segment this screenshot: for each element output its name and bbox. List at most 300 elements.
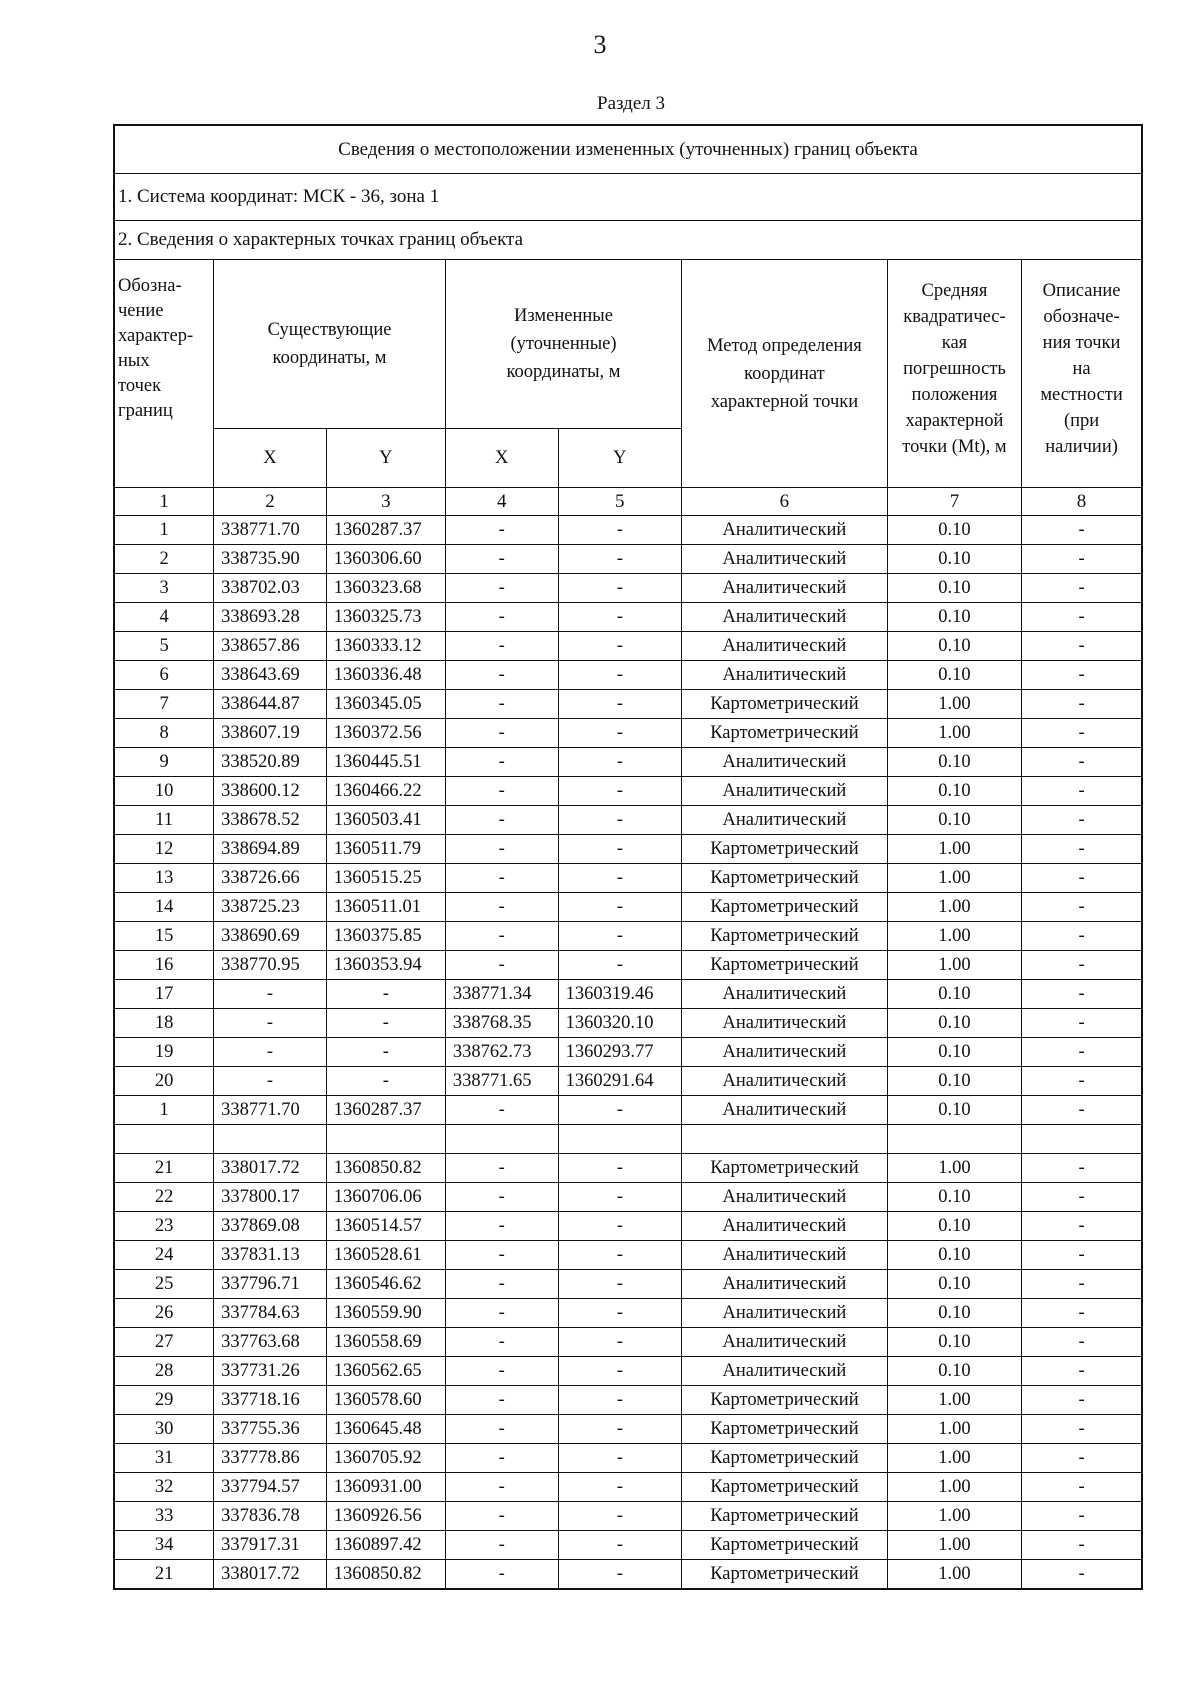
header-existing-x: X	[214, 429, 327, 488]
cell-changed-y: -	[558, 1473, 681, 1502]
cell-existing-x: 338607.19	[214, 719, 327, 748]
table-row	[114, 661, 1142, 690]
cell-description: -	[1022, 1009, 1142, 1038]
cell-method: Картометрический	[682, 1444, 888, 1473]
table-row	[114, 1531, 1142, 1560]
table-row	[114, 719, 1142, 748]
cell-changed-y: -	[558, 545, 681, 574]
table-row	[114, 980, 1142, 1009]
cell-point-id: 30	[114, 1415, 214, 1444]
cell-existing-y: 1360372.56	[326, 719, 445, 748]
header-existing-coords: Существующие координаты, м	[214, 260, 446, 429]
cell-rms-error: 1.00	[887, 1154, 1021, 1183]
cell-description: -	[1022, 1154, 1142, 1183]
cell-existing-x: 338725.23	[214, 893, 327, 922]
table-row	[114, 1212, 1142, 1241]
cell-method: Картометрический	[682, 951, 888, 980]
cell-point-id: 13	[114, 864, 214, 893]
cell-changed-y: -	[558, 1212, 681, 1241]
cell-description: -	[1022, 1502, 1142, 1531]
column-number: 1	[114, 488, 214, 516]
cell-rms-error: 0.10	[887, 980, 1021, 1009]
cell-rms-error: 0.10	[887, 1009, 1021, 1038]
cell-point-id	[114, 1125, 214, 1154]
cell-method: Аналитический	[682, 1299, 888, 1328]
cell-description: -	[1022, 690, 1142, 719]
table-row	[114, 574, 1142, 603]
table-row	[114, 1502, 1142, 1531]
table-row	[114, 516, 1142, 545]
boundary-points-table	[113, 124, 1143, 1590]
cell-changed-y: -	[558, 835, 681, 864]
cell-point-id: 31	[114, 1444, 214, 1473]
cell-existing-x: 337784.63	[214, 1299, 327, 1328]
cell-existing-y: 1360325.73	[326, 603, 445, 632]
column-number: 3	[326, 488, 445, 516]
table-row	[114, 1067, 1142, 1096]
cell-existing-y: 1360503.41	[326, 806, 445, 835]
cell-changed-x: -	[445, 835, 558, 864]
column-number: 4	[445, 488, 558, 516]
table-row	[114, 1038, 1142, 1067]
cell-method: Картометрический	[682, 1531, 888, 1560]
table-row	[114, 1444, 1142, 1473]
cell-changed-y: -	[558, 516, 681, 545]
cell-existing-x: 337778.86	[214, 1444, 327, 1473]
cell-changed-x: -	[445, 1386, 558, 1415]
cell-method: Картометрический	[682, 1154, 888, 1183]
cell-point-id: 11	[114, 806, 214, 835]
table-row	[114, 1096, 1142, 1125]
table-row	[114, 748, 1142, 777]
cell-changed-y: -	[558, 893, 681, 922]
cell-method: Аналитический	[682, 1096, 888, 1125]
table-row	[114, 1299, 1142, 1328]
cell-description: -	[1022, 1415, 1142, 1444]
cell-existing-y: 1360546.62	[326, 1270, 445, 1299]
cell-existing-y: 1360645.48	[326, 1415, 445, 1444]
cell-changed-x: -	[445, 1415, 558, 1444]
cell-existing-y: 1360515.25	[326, 864, 445, 893]
cell-changed-x: -	[445, 1241, 558, 1270]
cell-method: Картометрический	[682, 864, 888, 893]
cell-changed-y: -	[558, 864, 681, 893]
cell-rms-error: 1.00	[887, 1473, 1021, 1502]
cell-changed-y: -	[558, 1357, 681, 1386]
cell-method: Картометрический	[682, 1502, 888, 1531]
cell-changed-x: -	[445, 1444, 558, 1473]
cell-rms-error: 0.10	[887, 1067, 1021, 1096]
cell-existing-y: 1360511.01	[326, 893, 445, 922]
cell-changed-x: -	[445, 922, 558, 951]
header-changed-coords: Измененные (уточненные) координаты, м	[445, 260, 681, 429]
table-row	[114, 603, 1142, 632]
cell-method: Картометрический	[682, 1473, 888, 1502]
cell-point-id: 1	[114, 1096, 214, 1125]
cell-point-id: 1	[114, 516, 214, 545]
cell-existing-y: 1360323.68	[326, 574, 445, 603]
points-caption: 2. Сведения о характерных точках границ объекта	[114, 221, 1142, 260]
header-changed-y: Y	[558, 429, 681, 488]
cell-method: Аналитический	[682, 661, 888, 690]
cell-changed-x: -	[445, 1473, 558, 1502]
cell-existing-x: 338644.87	[214, 690, 327, 719]
cell-rms-error: 0.10	[887, 1299, 1021, 1328]
column-number: 8	[1022, 488, 1142, 516]
table-row	[114, 545, 1142, 574]
cell-changed-y: -	[558, 1415, 681, 1444]
cell-rms-error: 1.00	[887, 922, 1021, 951]
cell-changed-x: -	[445, 864, 558, 893]
cell-rms-error: 0.10	[887, 516, 1021, 545]
cell-changed-y: 1360293.77	[558, 1038, 681, 1067]
cell-existing-y: 1360528.61	[326, 1241, 445, 1270]
cell-existing-y: 1360353.94	[326, 951, 445, 980]
cell-method: Аналитический	[682, 1270, 888, 1299]
cell-changed-y: -	[558, 1299, 681, 1328]
header-designation: Обозна- чение характер- ных точек границ	[114, 260, 214, 488]
cell-existing-x: 338702.03	[214, 574, 327, 603]
cell-changed-y: -	[558, 1096, 681, 1125]
cell-rms-error: 0.10	[887, 1328, 1021, 1357]
cell-changed-x: -	[445, 1183, 558, 1212]
cell-method: Аналитический	[682, 574, 888, 603]
cell-changed-x: -	[445, 574, 558, 603]
cell-description: -	[1022, 1096, 1142, 1125]
cell-changed-y: -	[558, 1444, 681, 1473]
table-title: Сведения о местоположении измененных (уточненных) границ объекта	[114, 125, 1142, 174]
cell-rms-error: 1.00	[887, 1386, 1021, 1415]
cell-existing-x: 337794.57	[214, 1473, 327, 1502]
cell-changed-y: -	[558, 1154, 681, 1183]
cell-changed-y: -	[558, 748, 681, 777]
cell-existing-x: 338694.89	[214, 835, 327, 864]
cell-description: -	[1022, 545, 1142, 574]
cell-rms-error: 1.00	[887, 951, 1021, 980]
cell-existing-x: 338678.52	[214, 806, 327, 835]
cell-point-id: 19	[114, 1038, 214, 1067]
cell-description: -	[1022, 1328, 1142, 1357]
cell-rms-error: 1.00	[887, 690, 1021, 719]
cell-existing-y	[326, 1125, 445, 1154]
cell-rms-error	[887, 1125, 1021, 1154]
cell-existing-y: -	[326, 1009, 445, 1038]
cell-method: Картометрический	[682, 1415, 888, 1444]
cell-changed-y: -	[558, 1183, 681, 1212]
table-row	[114, 1154, 1142, 1183]
cell-description: -	[1022, 574, 1142, 603]
cell-existing-y: 1360306.60	[326, 545, 445, 574]
cell-point-id: 23	[114, 1212, 214, 1241]
table-row	[114, 1357, 1142, 1386]
cell-point-id: 2	[114, 545, 214, 574]
cell-rms-error: 0.10	[887, 1183, 1021, 1212]
cell-changed-y: -	[558, 690, 681, 719]
cell-rms-error: 1.00	[887, 1531, 1021, 1560]
cell-method: Картометрический	[682, 835, 888, 864]
cell-point-id: 7	[114, 690, 214, 719]
cell-method: Аналитический	[682, 1241, 888, 1270]
cell-point-id: 6	[114, 661, 214, 690]
cell-description: -	[1022, 777, 1142, 806]
table-row	[114, 1560, 1142, 1590]
table-title-row	[114, 125, 1142, 174]
cell-rms-error: 1.00	[887, 1502, 1021, 1531]
column-number: 6	[682, 488, 888, 516]
cell-point-id: 21	[114, 1154, 214, 1183]
cell-changed-y: -	[558, 603, 681, 632]
cell-description: -	[1022, 922, 1142, 951]
cell-existing-x: 338017.72	[214, 1154, 327, 1183]
cell-existing-y: -	[326, 1067, 445, 1096]
cell-changed-y: 1360291.64	[558, 1067, 681, 1096]
cell-description: -	[1022, 1299, 1142, 1328]
cell-rms-error: 0.10	[887, 574, 1021, 603]
table-row	[114, 806, 1142, 835]
coord-system-row	[114, 174, 1142, 221]
header-point-description: Описание обозначе- ния точки на местности (при наличии)	[1022, 260, 1142, 488]
cell-existing-x: 337869.08	[214, 1212, 327, 1241]
cell-changed-x: 338771.34	[445, 980, 558, 1009]
table-row	[114, 1009, 1142, 1038]
cell-point-id: 10	[114, 777, 214, 806]
cell-existing-x: -	[214, 1038, 327, 1067]
cell-description: -	[1022, 1560, 1142, 1590]
cell-existing-y: -	[326, 980, 445, 1009]
page-number: 3	[593, 30, 607, 59]
table-row	[114, 864, 1142, 893]
cell-existing-y: 1360466.22	[326, 777, 445, 806]
cell-existing-x: 337763.68	[214, 1328, 327, 1357]
table-row	[114, 922, 1142, 951]
cell-rms-error: 1.00	[887, 1415, 1021, 1444]
cell-description: -	[1022, 835, 1142, 864]
cell-point-id: 15	[114, 922, 214, 951]
cell-rms-error: 0.10	[887, 748, 1021, 777]
cell-description: -	[1022, 603, 1142, 632]
table-row	[114, 1241, 1142, 1270]
column-number: 7	[887, 488, 1021, 516]
cell-method: Аналитический	[682, 632, 888, 661]
header-row-main	[114, 260, 1142, 429]
cell-description: -	[1022, 951, 1142, 980]
cell-changed-x: -	[445, 516, 558, 545]
cell-point-id: 20	[114, 1067, 214, 1096]
cell-description: -	[1022, 1241, 1142, 1270]
points-caption-row	[114, 221, 1142, 260]
cell-rms-error: 0.10	[887, 1270, 1021, 1299]
cell-rms-error: 0.10	[887, 661, 1021, 690]
cell-point-id: 27	[114, 1328, 214, 1357]
cell-method: Аналитический	[682, 1183, 888, 1212]
column-number: 5	[558, 488, 681, 516]
cell-method	[682, 1125, 888, 1154]
cell-changed-x: -	[445, 1299, 558, 1328]
cell-existing-x: 338657.86	[214, 632, 327, 661]
cell-changed-x	[445, 1125, 558, 1154]
cell-point-id: 34	[114, 1531, 214, 1560]
cell-description: -	[1022, 806, 1142, 835]
cell-description: -	[1022, 893, 1142, 922]
cell-existing-y: 1360850.82	[326, 1154, 445, 1183]
cell-existing-y: 1360578.60	[326, 1386, 445, 1415]
cell-existing-x: 338771.70	[214, 1096, 327, 1125]
cell-existing-x: 337731.26	[214, 1357, 327, 1386]
cell-existing-x: 337796.71	[214, 1270, 327, 1299]
table-row	[114, 893, 1142, 922]
cell-changed-y: -	[558, 1560, 681, 1590]
cell-existing-x: 338643.69	[214, 661, 327, 690]
cell-changed-x: -	[445, 1154, 558, 1183]
cell-point-id: 16	[114, 951, 214, 980]
cell-existing-y: 1360850.82	[326, 1560, 445, 1590]
cell-rms-error: 0.10	[887, 806, 1021, 835]
cell-existing-y: 1360345.05	[326, 690, 445, 719]
cell-changed-x: -	[445, 1328, 558, 1357]
cell-existing-x: 337718.16	[214, 1386, 327, 1415]
cell-existing-y: 1360558.69	[326, 1328, 445, 1357]
cell-existing-y: 1360375.85	[326, 922, 445, 951]
cell-method: Аналитический	[682, 1328, 888, 1357]
cell-rms-error: 1.00	[887, 835, 1021, 864]
cell-rms-error: 0.10	[887, 1241, 1021, 1270]
cell-existing-y: 1360931.00	[326, 1473, 445, 1502]
table-row	[114, 1270, 1142, 1299]
cell-description: -	[1022, 1531, 1142, 1560]
cell-existing-x: 338726.66	[214, 864, 327, 893]
cell-rms-error: 0.10	[887, 545, 1021, 574]
table-row-separator	[114, 1125, 1142, 1154]
cell-changed-x: -	[445, 1560, 558, 1590]
cell-existing-y: 1360559.90	[326, 1299, 445, 1328]
cell-description: -	[1022, 1386, 1142, 1415]
cell-description: -	[1022, 1067, 1142, 1096]
cell-changed-x: -	[445, 1096, 558, 1125]
cell-changed-y: -	[558, 1241, 681, 1270]
cell-existing-x: 338693.28	[214, 603, 327, 632]
cell-changed-y: -	[558, 632, 681, 661]
cell-existing-y: 1360511.79	[326, 835, 445, 864]
cell-existing-x: 338017.72	[214, 1560, 327, 1590]
table-row	[114, 777, 1142, 806]
cell-changed-x: -	[445, 951, 558, 980]
cell-description: -	[1022, 516, 1142, 545]
cell-existing-x: 338600.12	[214, 777, 327, 806]
cell-changed-x: -	[445, 1212, 558, 1241]
cell-point-id: 25	[114, 1270, 214, 1299]
table-row	[114, 1473, 1142, 1502]
column-number: 2	[214, 488, 327, 516]
table-row	[114, 1415, 1142, 1444]
cell-description	[1022, 1125, 1142, 1154]
cell-rms-error: 1.00	[887, 864, 1021, 893]
header-existing-y: Y	[326, 429, 445, 488]
table-row	[114, 1328, 1142, 1357]
cell-existing-x: 337800.17	[214, 1183, 327, 1212]
cell-existing-y: 1360445.51	[326, 748, 445, 777]
cell-method: Аналитический	[682, 980, 888, 1009]
cell-rms-error: 0.10	[887, 603, 1021, 632]
cell-rms-error: 0.10	[887, 632, 1021, 661]
table-body	[114, 516, 1142, 1590]
cell-method: Аналитический	[682, 516, 888, 545]
section-label: Раздел 3	[597, 93, 665, 114]
cell-existing-x: 338520.89	[214, 748, 327, 777]
cell-changed-x: -	[445, 661, 558, 690]
cell-rms-error: 0.10	[887, 1096, 1021, 1125]
cell-existing-y: 1360562.65	[326, 1357, 445, 1386]
cell-description: -	[1022, 719, 1142, 748]
cell-point-id: 5	[114, 632, 214, 661]
cell-changed-y: -	[558, 1502, 681, 1531]
cell-point-id: 33	[114, 1502, 214, 1531]
cell-point-id: 9	[114, 748, 214, 777]
cell-changed-x: -	[445, 545, 558, 574]
cell-description: -	[1022, 661, 1142, 690]
cell-description: -	[1022, 1183, 1142, 1212]
cell-rms-error: 1.00	[887, 893, 1021, 922]
cell-existing-y: 1360287.37	[326, 516, 445, 545]
cell-method: Аналитический	[682, 545, 888, 574]
cell-point-id: 21	[114, 1560, 214, 1590]
cell-changed-y: -	[558, 777, 681, 806]
cell-existing-x: 338771.70	[214, 516, 327, 545]
cell-changed-y: -	[558, 574, 681, 603]
cell-point-id: 26	[114, 1299, 214, 1328]
cell-method: Картометрический	[682, 719, 888, 748]
cell-changed-x: -	[445, 777, 558, 806]
cell-method: Аналитический	[682, 603, 888, 632]
cell-changed-y: -	[558, 951, 681, 980]
cell-changed-x: -	[445, 719, 558, 748]
cell-changed-x: -	[445, 748, 558, 777]
cell-method: Картометрический	[682, 893, 888, 922]
cell-changed-y: -	[558, 1328, 681, 1357]
cell-rms-error: 0.10	[887, 1357, 1021, 1386]
cell-existing-x: -	[214, 980, 327, 1009]
cell-existing-x: 337831.13	[214, 1241, 327, 1270]
cell-point-id: 29	[114, 1386, 214, 1415]
cell-point-id: 14	[114, 893, 214, 922]
coord-system-text: 1. Система координат: МСК - 36, зона 1	[114, 174, 1142, 221]
cell-existing-y: 1360336.48	[326, 661, 445, 690]
cell-existing-x: 337755.36	[214, 1415, 327, 1444]
cell-changed-y	[558, 1125, 681, 1154]
cell-rms-error: 0.10	[887, 1212, 1021, 1241]
cell-method: Аналитический	[682, 1067, 888, 1096]
cell-method: Аналитический	[682, 1038, 888, 1067]
cell-description: -	[1022, 1038, 1142, 1067]
cell-description: -	[1022, 1270, 1142, 1299]
cell-existing-y: 1360287.37	[326, 1096, 445, 1125]
cell-changed-x: -	[445, 603, 558, 632]
cell-existing-x: 337836.78	[214, 1502, 327, 1531]
cell-existing-x: -	[214, 1009, 327, 1038]
table-row	[114, 951, 1142, 980]
cell-description: -	[1022, 1357, 1142, 1386]
header-rms-error: Средняя квадратичес- кая погрешность положения характерной точки (Mt), м	[887, 260, 1021, 488]
cell-changed-x: 338771.65	[445, 1067, 558, 1096]
cell-changed-x: -	[445, 1531, 558, 1560]
table-row	[114, 690, 1142, 719]
cell-point-id: 22	[114, 1183, 214, 1212]
cell-method: Картометрический	[682, 1560, 888, 1590]
cell-method: Картометрический	[682, 690, 888, 719]
cell-description: -	[1022, 632, 1142, 661]
cell-method: Картометрический	[682, 1386, 888, 1415]
cell-changed-y: -	[558, 1270, 681, 1299]
cell-point-id: 28	[114, 1357, 214, 1386]
